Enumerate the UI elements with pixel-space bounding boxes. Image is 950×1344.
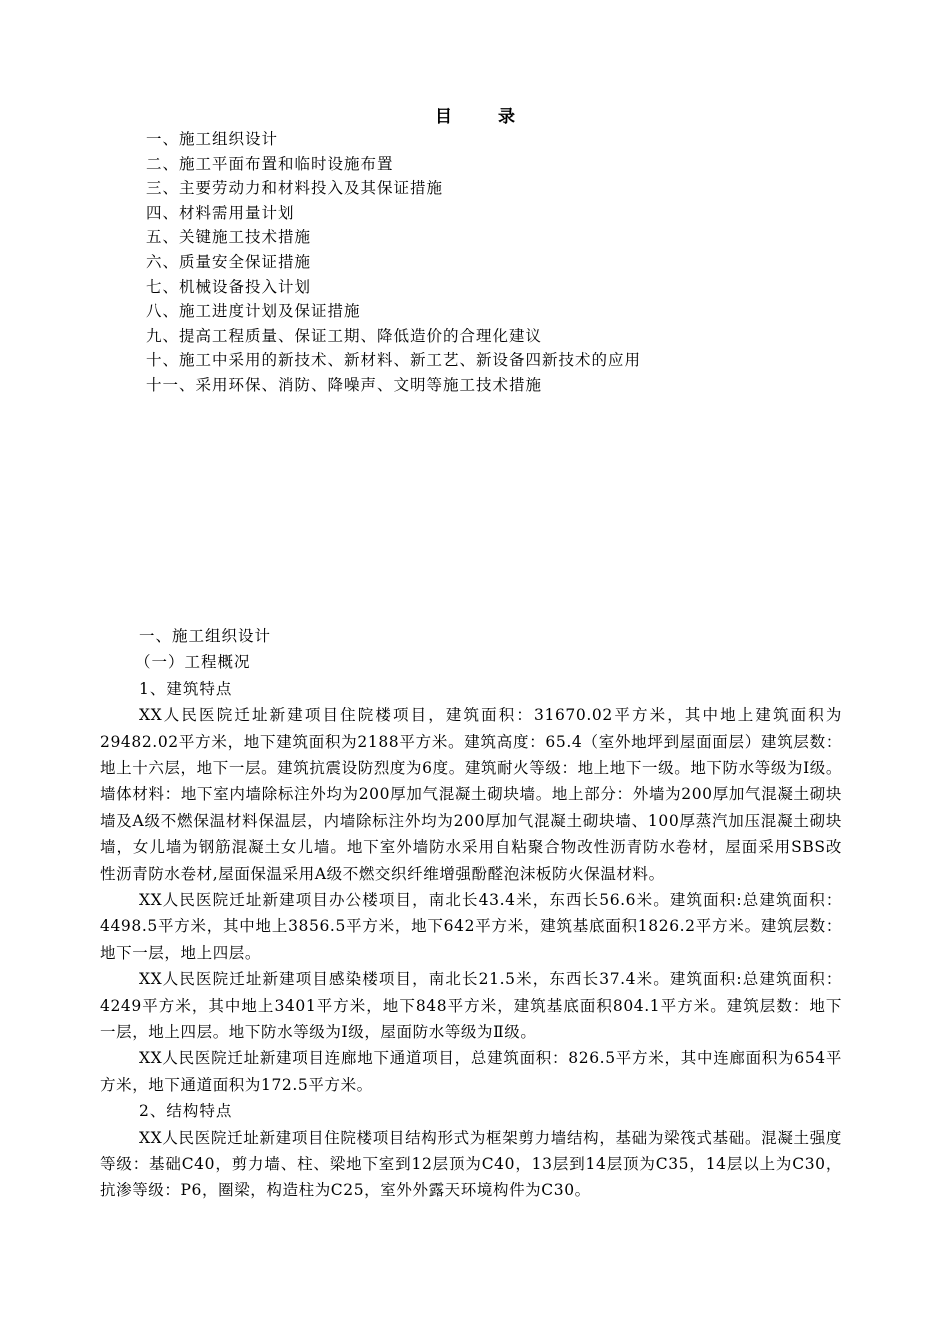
paragraph-structure: XX人民医院迁址新建项目住院楼项目结构形式为框架剪力墙结构，基础为梁筏式基础。混凝土强度等级：基础C40，剪力墙、柱、梁地下室到12层顶为C40，13层到14层顶为C35，14层以上为C30，抗渗等级：P6，圈梁，构造柱为C25，室外外露天环境构件为C30。 — [100, 1128, 842, 1200]
table-of-contents — [146, 127, 641, 398]
paragraph-office-building: XX人民医院迁址新建项目办公楼项目，南北长43.4米，东西长56.6米。建筑面积:总建筑面积：4498.5平方米，其中地上3856.5平方米，地下642平方米，建筑基底面积1826.2平方米。建筑层数：地下一层，地上四层。 — [100, 891, 842, 962]
toc-item: 三、主要劳动力和材料投入及其保证措施 — [146, 179, 444, 198]
toc-item: 六、质量安全保证措施 — [146, 252, 312, 271]
heading-architecture: 1、建筑特点 — [139, 679, 233, 698]
toc-item: 七、机械设备投入计划 — [146, 277, 312, 296]
toc-item: 二、施工平面布置和临时设施布置 — [146, 154, 394, 173]
toc-item: 九、提高工程质量、保证工期、降低造价的合理化建议 — [146, 326, 543, 345]
toc-item: 五、关键施工技术措施 — [146, 228, 312, 247]
heading-structure: 2、结构特点 — [139, 1102, 233, 1121]
subsection-heading: （一）工程概况 — [135, 653, 251, 672]
section-heading: 一、施工组织设计 — [139, 627, 272, 645]
body-content — [100, 623, 842, 1204]
toc-item: 四、材料需用量计划 — [146, 203, 295, 222]
paragraph-infection-building: XX人民医院迁址新建项目感染楼项目，南北长21.5米，东西长37.4米。建筑面积:总建筑面积：4249平方米，其中地上3401平方米，地下848平方米，建筑基底面积804.1平方米。建筑层数：地下一层，地上四层。地下防水等级为Ⅰ级，屋面防水等级为Ⅱ级。 — [100, 970, 842, 1042]
toc-item: 一、施工组织设计 — [146, 130, 279, 148]
toc-item: 八、施工进度计划及保证措施 — [146, 302, 361, 321]
toc-item: 十一、采用环保、消防、降噪声、文明等施工技术措施 — [146, 375, 543, 394]
toc-title: 目 录 — [435, 107, 535, 127]
paragraph-corridor: XX人民医院迁址新建项目连廊地下通道项目，总建筑面积：826.5平方米，其中连廊面积为654平方米，地下通道面积为172.5平方米。 — [100, 1049, 842, 1094]
toc-item: 十、施工中采用的新技术、新材料、新工艺、新设备四新技术的应用 — [146, 351, 642, 370]
paragraph-inpatient-building: XX人民医院迁址新建项目住院楼项目，建筑面积：31670.02平方米，其中地上建筑面积为29482.02平方米，地下建筑面积为2188平方米。建筑高度：65.4（室外地坪到屋面面层）建筑层数：地上十六层，地下一层。建筑抗震设防烈度为6度。建筑耐火等级：地上地下一级。地下防水等级为Ⅰ级。墙体材料：地下室内墙除标注外均为200厚加气混凝土砌块墙。地上部分：外墙为200厚加气混凝土砌块墙及A级不燃保温材料保温层，内墙除标注外均为200厚加气混凝土砌块墙、100厚蒸汽加压混凝土砌块墙，女儿墙为钢筋混凝土女儿墙。地下室外墙防水采用自粘聚合物改性沥青防水卷材，屋面采用SBS改性沥青防水卷材,屋面保温采用A级不燃交织纤维增强酚醛泡沫板防火保温材料。 — [100, 706, 842, 883]
